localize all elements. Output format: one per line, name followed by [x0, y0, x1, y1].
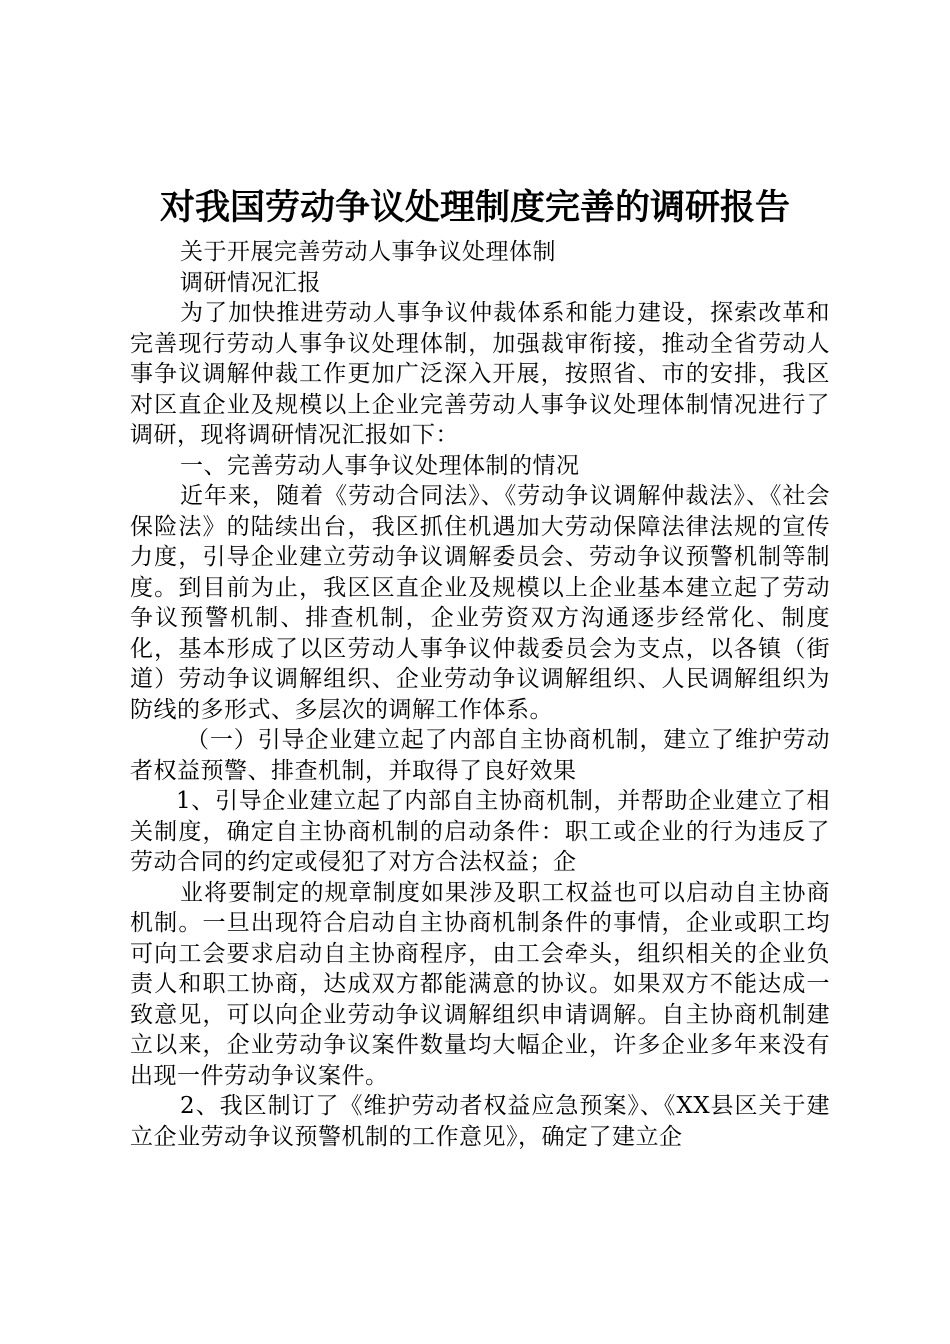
intro-paragraph: 为了加快推进劳动人事争议仲裁体系和能力建设，探索改革和完善现行劳动人事争议处理体制，加强裁审衔接，推动全省劳动人事争议调解仲裁工作更加广泛深入开展，按照省、市的安排，我区对区直企业及规模以上企业完善劳动人事争议处理体制情况进行了调研，现将调研情况汇报如下： [130, 300, 830, 448]
section-heading-1: 一、完善劳动人事争议处理体制的情况 [180, 452, 580, 479]
body-paragraph-4: 2、我区制订了《维护劳动者权益应急预案》、《XX县区关于建立企业劳动争议预警机制的工作意见》，确定了建立企 [130, 1093, 830, 1150]
document-title: 对我国劳动争议处理制度完善的调研报告 [159, 187, 790, 228]
body-paragraph-1: 近年来，随着《劳动合同法》、《劳动争议调解仲裁法》、《社会保险法》的陆续出台，我区抓住机遇加大劳动保障法律法规的宣传力度，引导企业建立劳动争议调解委员会、劳动争议预警机制等制度。到目前为止，我区区直企业及规模以上企业基本建立起了劳动争议预警机制、排查机制，企业劳资双方沟通逐步经常化、制度化，基本形成了以区劳动人事争议仲裁委员会为支点，以各镇（街道）劳动争议调解组织、企业劳动争议调解组织、人民调解组织为防线的多形式、多层次的调解工作体系。 [130, 483, 830, 723]
body-paragraph-3: 业将要制定的规章制度如果涉及职工权益也可以启动自主协商机制。一旦出现符合启动自主协商机制条件的事情，企业或职工均可向工会要求启动自主协商程序，由工会牵头，组织相关的企业负责人和职工协商，达成双方都能满意的协议。如果双方不能达成一致意见，可以向企业劳动争议调解组织申请调解。自主协商机制建立以来，企业劳动争议案件数量均大幅企业，许多企业多年来没有出现一件劳动争议案件。 [130, 879, 830, 1089]
body-paragraph-2: 1、引导企业建立起了内部自主协商机制，并帮助企业建立了相关制度，确定自主协商机制的启动条件：职工或企业的行为违反了劳动合同的约定或侵犯了对方合法权益；企 [130, 788, 830, 875]
subsection-heading-1: （一）引导企业建立起了内部自主协商机制，建立了维护劳动者权益预警、排查机制，并取得了良好效果 [130, 727, 830, 784]
subtitle-line-2: 调研情况汇报 [180, 269, 321, 296]
document-body [130, 237, 830, 1152]
subtitle-line-1: 关于开展完善劳动人事争议处理体制 [180, 239, 556, 265]
